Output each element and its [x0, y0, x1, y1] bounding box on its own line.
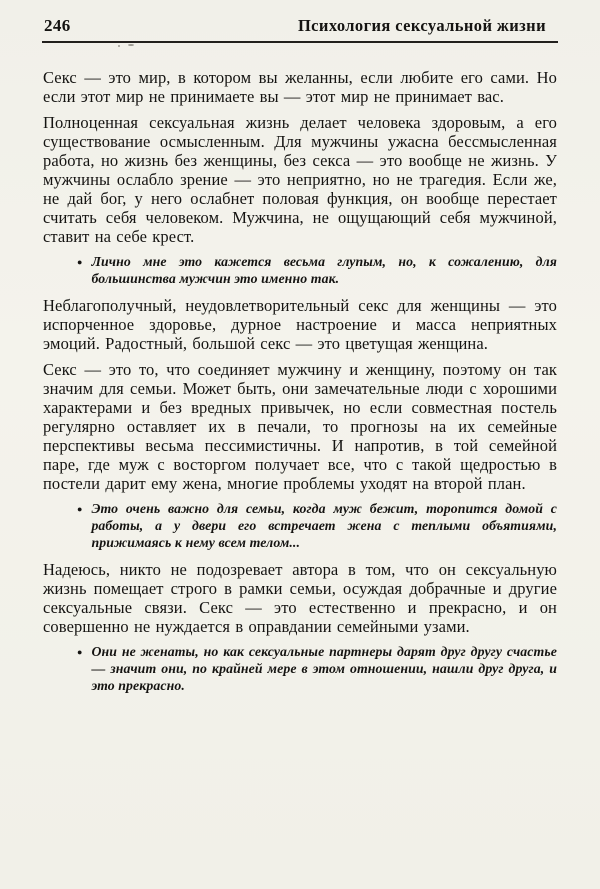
- bullet-icon: ●: [77, 257, 83, 267]
- paragraph: Надеюсь, никто не подозревает автора в том, что он сексуальную жизнь помещает строго в рамки семьи, осуждая добрачные и другие сексуальные связи. Секс — это естественно и прекрасно, и он совершенно не нуждается в оправдании семейными узами.: [43, 560, 557, 636]
- quote-block: [43, 643, 557, 694]
- quote-text: Это очень важно для семьи, когда муж бежит, торопится домой с работы, а у двери его встречает жена с теплыми объятиями, прижимаясь к нему всем телом...: [91, 501, 557, 550]
- bullet-icon: ●: [77, 647, 83, 657]
- paragraph: Неблагополучный, неудовлетворительный секс для женщины — это испорченное здоровье, дурное настроение и масса неприятных эмоций. Радостный, большой секс — это цветущая женщина.: [43, 296, 557, 353]
- quote-block: [43, 500, 557, 551]
- scan-artifact: [118, 45, 120, 47]
- page-body: [0, 68, 600, 694]
- paragraph: Секс — это то, что соединяет мужчину и женщину, поэтому он так значим для семьи. Может быть, они замечательные люди с хорошими характерами и без вредных привычек, но если совместная постель регулярно оставляет их в печали, то прогнозы на их семейные перспективы весьма пессимистичны. И напротив, в той семейной паре, где муж с восторгом получает все, что с такой щедростью в постели дарит ему жена, многие проблемы уходят на второй план.: [43, 360, 557, 493]
- quote-text: Лично мне это кажется весьма глупым, но, к сожалению, для большинства мужчин это именно так.: [91, 254, 557, 286]
- quote-text: Они не женаты, но как сексуальные партнеры дарят друг другу счастье — значит они, по крайней мере в этом отношении, нашли друг друга, и это прекрасно.: [91, 644, 557, 693]
- scan-artifact: [128, 44, 134, 46]
- paragraph: Секс — это мир, в котором вы желанны, если любите его сами. Но если этот мир не принимаете вы — этот мир не принимает вас.: [43, 68, 557, 106]
- page-number: 246: [44, 16, 71, 35]
- header-rule: [42, 41, 558, 43]
- quote-block: [43, 253, 557, 287]
- running-title: Психология сексуальной жизни: [297, 16, 546, 35]
- paragraph: Полноценная сексуальная жизнь делает человека здоровым, а его существование осмысленным. Для мужчины ужасна бессмысленная работа, но жизнь без женщины, без секса — это вообще не жизнь. У мужчины ослабло зрение — это неприятно, но не трагедия. Если же, не дай бог, у него ослабнет половая функция, он вообще перестает считать себя человеком. Мужчина, не ощущающий себя мужчиной, ставит на себе крест.: [43, 113, 557, 246]
- bullet-icon: ●: [77, 504, 83, 514]
- page-header: [0, 0, 600, 36]
